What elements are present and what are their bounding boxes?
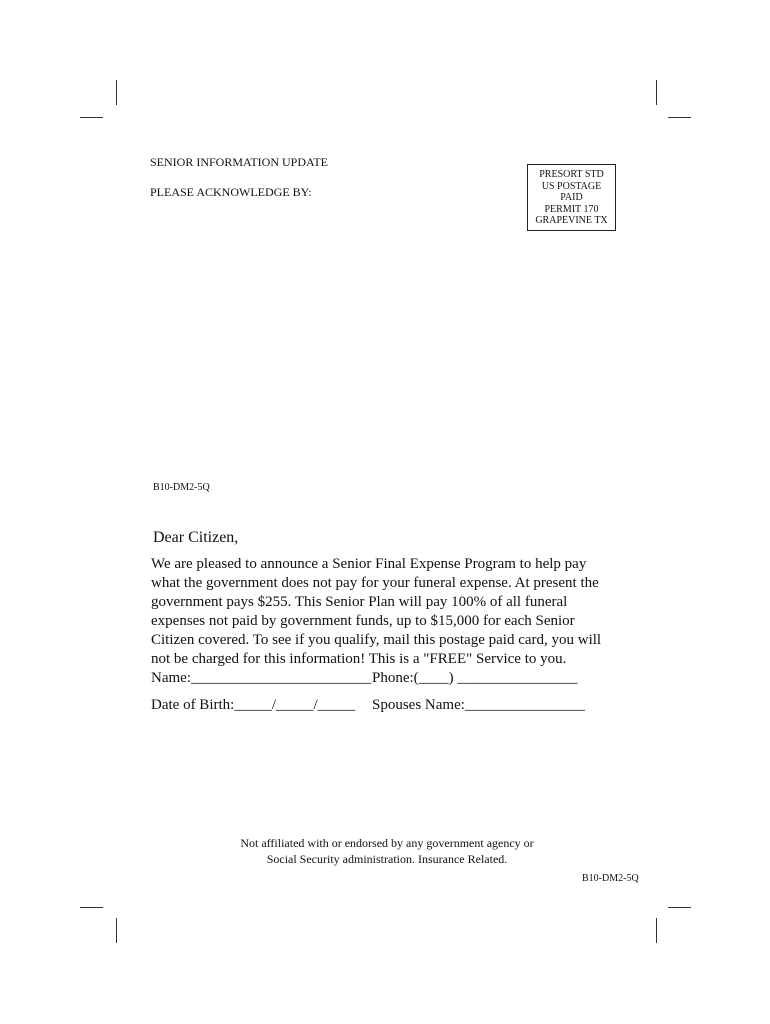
postage-line: US POSTAGE [541,180,602,192]
letter-line: not be charged for this information! This is a "FREE" Service to you. [151,651,567,667]
crop-mark-top-left-horizontal [80,117,103,118]
mail-code-bottom: B10-DM2-5Q [582,873,639,884]
letter-line: Citizen covered. To see if you qualify, mail this postage paid card, you will [151,632,602,648]
disclaimer [200,836,574,867]
date-of-birth-field[interactable]: Date of Birth:_____/_____/_____ [151,697,356,713]
crop-mark-bottom-right-horizontal [668,907,691,908]
letter-line: We are pleased to announce a Senior Final Expense Program to help pay [151,556,587,572]
letter-line: government pays $255. This Senior Plan will pay 100% of all funeral [151,594,568,610]
spouse-name-field[interactable]: Spouses Name:________________ [372,697,585,713]
letter-line: expenses not paid by government funds, up to $15,000 for each Senior [151,613,575,629]
postage-line: PRESORT STD [539,169,604,180]
mail-code-top: B10-DM2-5Q [153,482,210,493]
disclaimer-line: Not affiliated with or endorsed by any government agency or [240,836,534,850]
crop-mark-bottom-right-vertical [656,918,657,943]
acknowledge-label: PLEASE ACKNOWLEDGE BY: [150,185,312,199]
crop-mark-top-right-horizontal [668,117,691,118]
crop-mark-bottom-left-vertical [116,918,117,943]
salutation: Dear Citizen, [153,529,239,546]
postage-line: PAID [560,192,583,204]
crop-mark-top-left-vertical [116,80,117,105]
disclaimer-line: Social Security administration. Insurance Related. [266,851,508,866]
crop-mark-top-right-vertical [656,80,657,105]
postage-line: PERMIT 170 [544,203,599,215]
letter-line: what the government does not pay for your funeral expense. At present the [151,575,599,591]
header-title: SENIOR INFORMATION UPDATE [150,155,329,169]
phone-field[interactable]: Phone:(____) ________________ [372,670,578,686]
postage-indicia [527,164,616,231]
crop-mark-bottom-left-horizontal [80,907,103,908]
postage-line: GRAPEVINE TX [535,215,608,227]
name-field[interactable]: Name:________________________ [151,670,371,686]
letter-body [151,555,631,669]
